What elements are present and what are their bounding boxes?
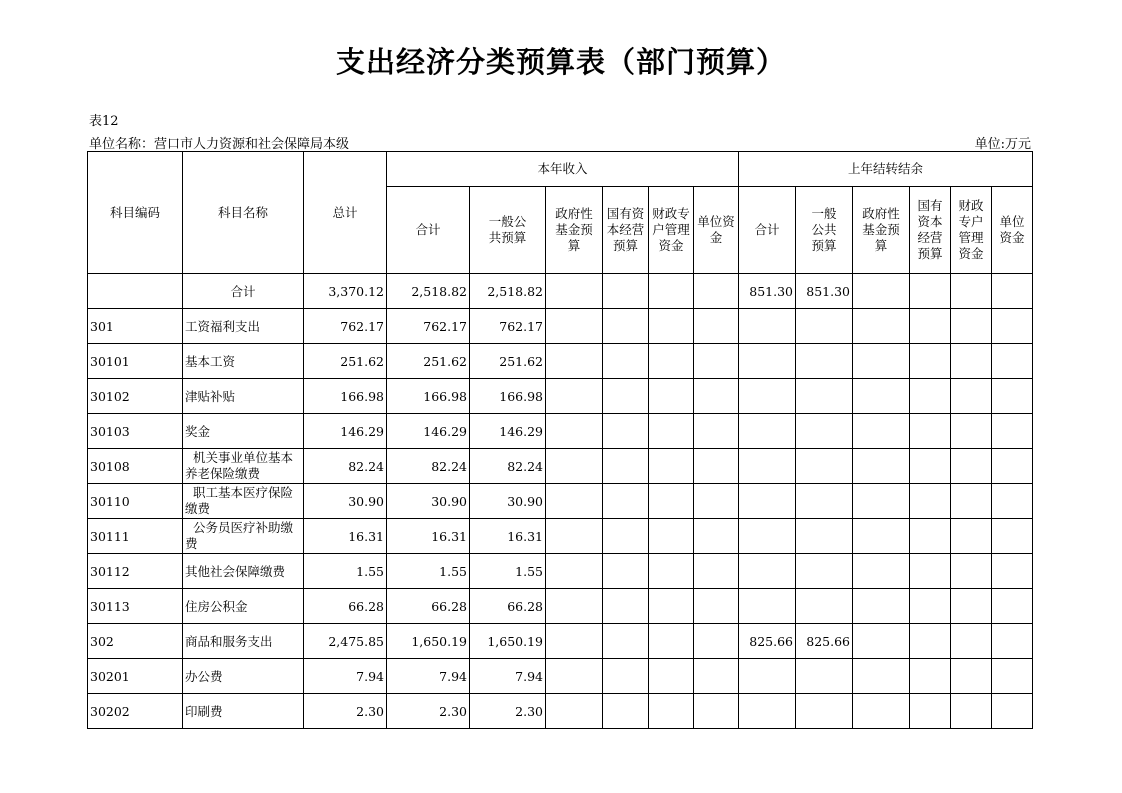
header-total: 总计 xyxy=(304,152,387,274)
row-co-gov-fund xyxy=(853,624,910,659)
row-co-general xyxy=(796,484,853,519)
row-cy-state-capital xyxy=(603,659,649,694)
row-cy-gov-fund xyxy=(546,694,603,729)
row-co-fiscal-special xyxy=(951,694,992,729)
row-cy-state-capital xyxy=(603,519,649,554)
row-co-gov-fund xyxy=(853,344,910,379)
row-co-unit-fund xyxy=(992,484,1033,519)
row-total: 82.24 xyxy=(304,449,387,484)
row-co-general xyxy=(796,379,853,414)
header-cy-unit-fund: 单位资金 xyxy=(694,187,739,274)
row-co-fiscal-special xyxy=(951,519,992,554)
row-cy-gov-fund xyxy=(546,309,603,344)
row-total: 146.29 xyxy=(304,414,387,449)
row-co-state-capital xyxy=(910,414,951,449)
row-co-unit-fund xyxy=(992,309,1033,344)
row-cy-general: 2,518.82 xyxy=(470,274,546,309)
row-co-total xyxy=(739,344,796,379)
row-co-gov-fund xyxy=(853,414,910,449)
table-row xyxy=(88,274,1033,309)
row-code: 30111 xyxy=(88,519,183,554)
row-cy-state-capital xyxy=(603,414,649,449)
row-cy-total: 30.90 xyxy=(387,484,470,519)
row-total: 251.62 xyxy=(304,344,387,379)
row-co-unit-fund xyxy=(992,659,1033,694)
row-co-general: 825.66 xyxy=(796,624,853,659)
row-cy-total: 1,650.19 xyxy=(387,624,470,659)
row-co-unit-fund xyxy=(992,554,1033,589)
row-total: 30.90 xyxy=(304,484,387,519)
row-co-state-capital xyxy=(910,554,951,589)
row-cy-fiscal-special xyxy=(649,659,694,694)
row-cy-unit-fund xyxy=(694,414,739,449)
table-row xyxy=(88,449,1033,484)
row-co-gov-fund xyxy=(853,274,910,309)
row-co-state-capital xyxy=(910,694,951,729)
row-cy-total: 251.62 xyxy=(387,344,470,379)
row-co-gov-fund xyxy=(853,309,910,344)
row-co-general: 851.30 xyxy=(796,274,853,309)
row-cy-general: 82.24 xyxy=(470,449,546,484)
row-cy-fiscal-special xyxy=(649,484,694,519)
row-cy-unit-fund xyxy=(694,519,739,554)
row-co-gov-fund xyxy=(853,554,910,589)
row-co-gov-fund xyxy=(853,519,910,554)
row-cy-unit-fund xyxy=(694,344,739,379)
row-co-fiscal-special xyxy=(951,344,992,379)
page-title: 支出经济分类预算表（部门预算） xyxy=(335,45,786,79)
row-cy-unit-fund xyxy=(694,554,739,589)
row-name: 办公费 xyxy=(183,659,304,694)
row-co-total xyxy=(739,379,796,414)
row-co-state-capital xyxy=(910,449,951,484)
row-cy-general: 66.28 xyxy=(470,589,546,624)
row-co-fiscal-special xyxy=(951,449,992,484)
row-co-fiscal-special xyxy=(951,414,992,449)
row-co-gov-fund xyxy=(853,589,910,624)
row-cy-general: 251.62 xyxy=(470,344,546,379)
row-cy-general: 166.98 xyxy=(470,379,546,414)
row-co-gov-fund xyxy=(853,659,910,694)
row-co-general xyxy=(796,694,853,729)
row-cy-total: 146.29 xyxy=(387,414,470,449)
row-cy-gov-fund xyxy=(546,379,603,414)
row-code: 30110 xyxy=(88,484,183,519)
row-cy-gov-fund xyxy=(546,589,603,624)
row-code: 30102 xyxy=(88,379,183,414)
row-total: 16.31 xyxy=(304,519,387,554)
row-cy-state-capital xyxy=(603,554,649,589)
header-co-gov-fund: 政府性基金预算 xyxy=(853,187,910,274)
header-name: 科目名称 xyxy=(183,152,304,274)
row-co-state-capital xyxy=(910,624,951,659)
budget-table xyxy=(87,151,1033,729)
row-cy-fiscal-special xyxy=(649,414,694,449)
row-total: 2,475.85 xyxy=(304,624,387,659)
row-cy-gov-fund xyxy=(546,449,603,484)
row-cy-unit-fund xyxy=(694,694,739,729)
row-cy-total: 16.31 xyxy=(387,519,470,554)
row-total: 2.30 xyxy=(304,694,387,729)
row-cy-unit-fund xyxy=(694,274,739,309)
row-cy-total: 82.24 xyxy=(387,449,470,484)
row-cy-total: 166.98 xyxy=(387,379,470,414)
row-co-total: 825.66 xyxy=(739,624,796,659)
row-name: 印刷费 xyxy=(183,694,304,729)
row-co-fiscal-special xyxy=(951,659,992,694)
table-row xyxy=(88,484,1033,519)
row-code: 30202 xyxy=(88,694,183,729)
row-total: 66.28 xyxy=(304,589,387,624)
row-co-total xyxy=(739,519,796,554)
row-name: 津贴补贴 xyxy=(183,379,304,414)
row-co-fiscal-special xyxy=(951,379,992,414)
row-cy-general: 30.90 xyxy=(470,484,546,519)
row-cy-state-capital xyxy=(603,694,649,729)
row-cy-general: 1,650.19 xyxy=(470,624,546,659)
row-co-fiscal-special xyxy=(951,624,992,659)
row-code: 301 xyxy=(88,309,183,344)
row-cy-fiscal-special xyxy=(649,519,694,554)
row-cy-general: 146.29 xyxy=(470,414,546,449)
row-cy-state-capital xyxy=(603,484,649,519)
table-row xyxy=(88,379,1033,414)
row-cy-fiscal-special xyxy=(649,379,694,414)
row-total: 1.55 xyxy=(304,554,387,589)
header-cy-gov-fund: 政府性基金预算 xyxy=(546,187,603,274)
row-cy-total: 7.94 xyxy=(387,659,470,694)
header-cy-total: 合计 xyxy=(387,187,470,274)
row-co-fiscal-special xyxy=(951,554,992,589)
row-co-total xyxy=(739,694,796,729)
row-cy-total: 2.30 xyxy=(387,694,470,729)
row-co-unit-fund xyxy=(992,379,1033,414)
header-co-fiscal-special: 财政专户管理资金 xyxy=(951,187,992,274)
row-co-state-capital xyxy=(910,274,951,309)
unit-label: 单位:万元 xyxy=(974,137,1031,152)
row-cy-general: 1.55 xyxy=(470,554,546,589)
row-name: 合计 xyxy=(183,274,304,309)
row-co-total: 851.30 xyxy=(739,274,796,309)
row-co-total xyxy=(739,484,796,519)
row-code: 30108 xyxy=(88,449,183,484)
header-row-1 xyxy=(88,152,1033,187)
row-co-state-capital xyxy=(910,379,951,414)
table-number: 表12 xyxy=(89,114,119,129)
row-co-general xyxy=(796,554,853,589)
row-co-fiscal-special xyxy=(951,589,992,624)
row-cy-state-capital xyxy=(603,344,649,379)
row-cy-unit-fund xyxy=(694,624,739,659)
row-cy-general: 762.17 xyxy=(470,309,546,344)
table-row xyxy=(88,589,1033,624)
row-code xyxy=(88,274,183,309)
row-co-fiscal-special xyxy=(951,309,992,344)
row-co-unit-fund xyxy=(992,344,1033,379)
row-cy-fiscal-special xyxy=(649,309,694,344)
row-co-total xyxy=(739,414,796,449)
row-cy-fiscal-special xyxy=(649,554,694,589)
row-co-unit-fund xyxy=(992,414,1033,449)
row-co-fiscal-special xyxy=(951,274,992,309)
header-co-general: 一般公共预算 xyxy=(796,187,853,274)
row-cy-gov-fund xyxy=(546,484,603,519)
row-cy-state-capital xyxy=(603,309,649,344)
row-co-unit-fund xyxy=(992,624,1033,659)
row-co-gov-fund xyxy=(853,484,910,519)
row-co-state-capital xyxy=(910,589,951,624)
table-row xyxy=(88,624,1033,659)
row-cy-unit-fund xyxy=(694,484,739,519)
header-co-unit-fund: 单位资金 xyxy=(992,187,1033,274)
row-name: 基本工资 xyxy=(183,344,304,379)
row-code: 30112 xyxy=(88,554,183,589)
row-co-general xyxy=(796,449,853,484)
row-co-unit-fund xyxy=(992,449,1033,484)
row-co-state-capital xyxy=(910,659,951,694)
row-co-state-capital xyxy=(910,344,951,379)
row-cy-state-capital xyxy=(603,274,649,309)
row-co-total xyxy=(739,659,796,694)
row-co-unit-fund xyxy=(992,274,1033,309)
row-co-gov-fund xyxy=(853,379,910,414)
row-cy-gov-fund xyxy=(546,344,603,379)
row-name: 商品和服务支出 xyxy=(183,624,304,659)
row-code: 30103 xyxy=(88,414,183,449)
row-cy-fiscal-special xyxy=(649,449,694,484)
table-row xyxy=(88,344,1033,379)
header-cy-general: 一般公共预算 xyxy=(470,187,546,274)
row-co-general xyxy=(796,309,853,344)
row-co-total xyxy=(739,309,796,344)
row-co-state-capital xyxy=(910,519,951,554)
row-total: 7.94 xyxy=(304,659,387,694)
row-cy-total: 66.28 xyxy=(387,589,470,624)
row-co-state-capital xyxy=(910,484,951,519)
row-name: 其他社会保障缴费 xyxy=(183,554,304,589)
row-name: 工资福利支出 xyxy=(183,309,304,344)
row-code: 302 xyxy=(88,624,183,659)
row-cy-unit-fund xyxy=(694,379,739,414)
row-cy-general: 2.30 xyxy=(470,694,546,729)
row-co-total xyxy=(739,554,796,589)
row-cy-total: 762.17 xyxy=(387,309,470,344)
row-name: 住房公积金 xyxy=(183,589,304,624)
row-name: 公务员医疗补助缴费 xyxy=(183,519,304,554)
header-cy-state-capital: 国有资本经营预算 xyxy=(603,187,649,274)
row-cy-general: 7.94 xyxy=(470,659,546,694)
row-cy-fiscal-special xyxy=(649,344,694,379)
table-row xyxy=(88,414,1033,449)
row-cy-gov-fund xyxy=(546,414,603,449)
row-cy-gov-fund xyxy=(546,519,603,554)
row-cy-unit-fund xyxy=(694,449,739,484)
row-cy-total: 1.55 xyxy=(387,554,470,589)
row-cy-unit-fund xyxy=(694,309,739,344)
row-co-general xyxy=(796,659,853,694)
row-co-unit-fund xyxy=(992,519,1033,554)
row-co-general xyxy=(796,589,853,624)
row-cy-unit-fund xyxy=(694,659,739,694)
row-total: 166.98 xyxy=(304,379,387,414)
table-row xyxy=(88,659,1033,694)
row-cy-fiscal-special xyxy=(649,589,694,624)
row-cy-fiscal-special xyxy=(649,624,694,659)
row-code: 30113 xyxy=(88,589,183,624)
header-code: 科目编码 xyxy=(88,152,183,274)
table-row xyxy=(88,519,1033,554)
row-cy-gov-fund xyxy=(546,554,603,589)
header-co-state-capital: 国有资本经营预算 xyxy=(910,187,951,274)
row-cy-general: 16.31 xyxy=(470,519,546,554)
row-co-general xyxy=(796,414,853,449)
header-carryover: 上年结转结余 xyxy=(739,152,1033,187)
row-cy-fiscal-special xyxy=(649,694,694,729)
row-total: 3,370.12 xyxy=(304,274,387,309)
row-co-unit-fund xyxy=(992,589,1033,624)
row-cy-gov-fund xyxy=(546,624,603,659)
table-row xyxy=(88,554,1033,589)
row-co-general xyxy=(796,344,853,379)
row-co-total xyxy=(739,589,796,624)
row-cy-state-capital xyxy=(603,624,649,659)
row-cy-state-capital xyxy=(603,379,649,414)
unit-name-label: 单位名称：营口市人力资源和社会保障局本级 xyxy=(89,137,350,152)
row-co-unit-fund xyxy=(992,694,1033,729)
row-total: 762.17 xyxy=(304,309,387,344)
row-co-general xyxy=(796,519,853,554)
row-co-total xyxy=(739,449,796,484)
row-co-gov-fund xyxy=(853,449,910,484)
header-current-year: 本年收入 xyxy=(387,152,739,187)
row-co-gov-fund xyxy=(853,694,910,729)
row-cy-state-capital xyxy=(603,589,649,624)
header-cy-fiscal-special: 财政专户管理资金 xyxy=(649,187,694,274)
header-co-total: 合计 xyxy=(739,187,796,274)
row-code: 30201 xyxy=(88,659,183,694)
table-row xyxy=(88,694,1033,729)
row-name: 机关事业单位基本养老保险缴费 xyxy=(183,449,304,484)
row-cy-state-capital xyxy=(603,449,649,484)
row-co-state-capital xyxy=(910,309,951,344)
row-cy-gov-fund xyxy=(546,274,603,309)
row-code: 30101 xyxy=(88,344,183,379)
row-cy-gov-fund xyxy=(546,659,603,694)
row-cy-total: 2,518.82 xyxy=(387,274,470,309)
row-name: 职工基本医疗保险缴费 xyxy=(183,484,304,519)
row-cy-unit-fund xyxy=(694,589,739,624)
row-cy-fiscal-special xyxy=(649,274,694,309)
row-co-fiscal-special xyxy=(951,484,992,519)
row-name: 奖金 xyxy=(183,414,304,449)
table-row xyxy=(88,309,1033,344)
